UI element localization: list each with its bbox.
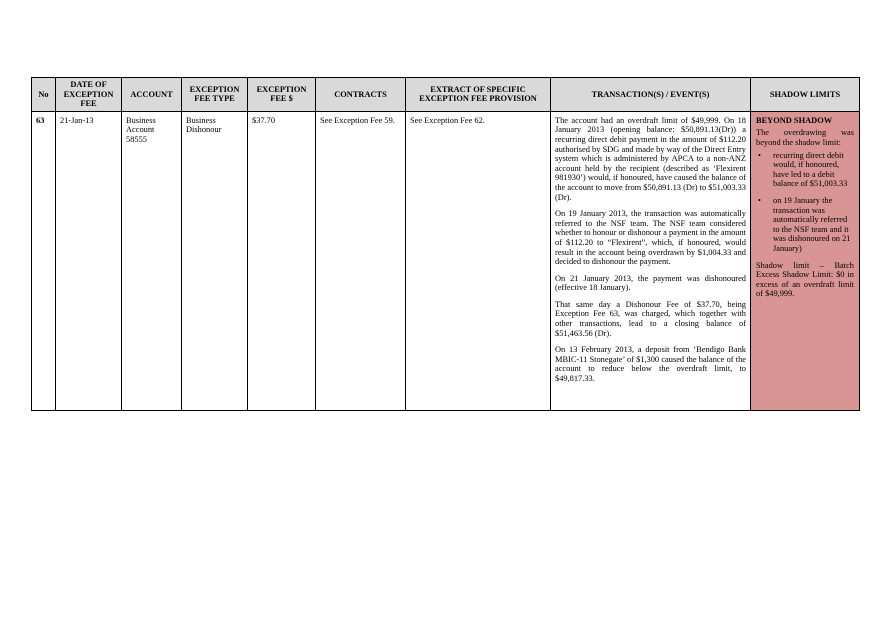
cell-shadow-limits (751, 111, 860, 410)
header-extract: EXTRACT OF SPECIFIC EXCEPTION FEE PROVISION (406, 78, 551, 112)
cell-extract: See Exception Fee 62. (406, 111, 551, 410)
transaction-paragraph: On 19 January 2013, the transaction was automatically referred to the NSF team. The NSF team considered whether to honour or dishonour a payment in the amount of $112.20 to “Flexirent”, which, if honoured, would result in the account being overdrawn by $1,004.33 and decided to dishonour the payment. (555, 209, 746, 267)
cell-fee-type: Business Dishonour (182, 111, 248, 410)
cell-no: 63 (32, 111, 56, 410)
header-account: ACCOUNT (122, 78, 182, 112)
bullet-icon: • (758, 150, 761, 160)
shadow-bullet-list (756, 151, 854, 254)
transaction-paragraph: The account had an overdraft limit of $49,999. On 18 January 2013 (opening balance: $50,891.13(Dr)) a recurring direct debit payment in the amount of $112.20 authorised by SDG and made by way of the Direct Entry system which is administered by APCA to a non-ANZ account held by the recipient (described as ‘Flexirent 981930’) would, if honoured, have caused the balance of the account to move from $50,891.13 (Dr) to $51,003.33 (Dr). (555, 115, 746, 202)
list-item (756, 151, 854, 189)
cell-contracts: See Exception Fee 59. (316, 111, 406, 410)
header-contracts: CONTRACTS (316, 78, 406, 112)
header-transactions: TRANSACTION(S) / EVENT(S) (551, 78, 751, 112)
shadow-bullet-text: recurring direct debit would, if honoured, have led to a debit balance of $51,003.33 (773, 150, 848, 189)
cell-fee-amount: $37.70 (248, 111, 316, 410)
header-fee-amount: EXCEPTION FEE $ (248, 78, 316, 112)
header-fee-type: EXCEPTION FEE TYPE (182, 78, 248, 112)
cell-date: 21-Jan-13 (56, 111, 122, 410)
bullet-icon: • (758, 195, 761, 205)
transaction-paragraph: That same day a Dishonour Fee of $37.70, being Exception Fee 63, was charged, which together with other transactions, lead to a closing balance of $51,463.56 (Dr). (555, 299, 746, 338)
cell-account: Business Account 58555 (122, 111, 182, 410)
transaction-paragraph: On 13 February 2013, a deposit from ‘Bendigo Bank MBIC-11 Stonegate’ of $1,300 caused the balance of the account to reduce below the overdraft limit, to $49,817.33. (555, 345, 746, 384)
shadow-heading: BEYOND SHADOW (756, 115, 833, 125)
shadow-bullet-text: on 19 January the transaction was automatically referred to the NSF team and it was dishonoured on 21 January) (773, 195, 851, 253)
cell-transactions (551, 111, 751, 410)
table-row (32, 111, 860, 410)
shadow-note: Shadow limit – Batch Excess Shadow Limit: $0 in excess of an overdraft limit of $49,999. (756, 260, 854, 299)
transaction-paragraph: On 21 January 2013, the payment was dishonoured (effective 18 January). (555, 273, 746, 293)
exception-fee-table (31, 77, 860, 411)
header-row (32, 78, 860, 112)
header-shadow-limits: SHADOW LIMITS (751, 78, 860, 112)
shadow-intro: The overdrawing was beyond the shadow limit: (756, 128, 854, 147)
list-item (756, 196, 854, 254)
header-date: DATE OF EXCEPTION FEE (56, 78, 122, 112)
header-no: No (32, 78, 56, 112)
